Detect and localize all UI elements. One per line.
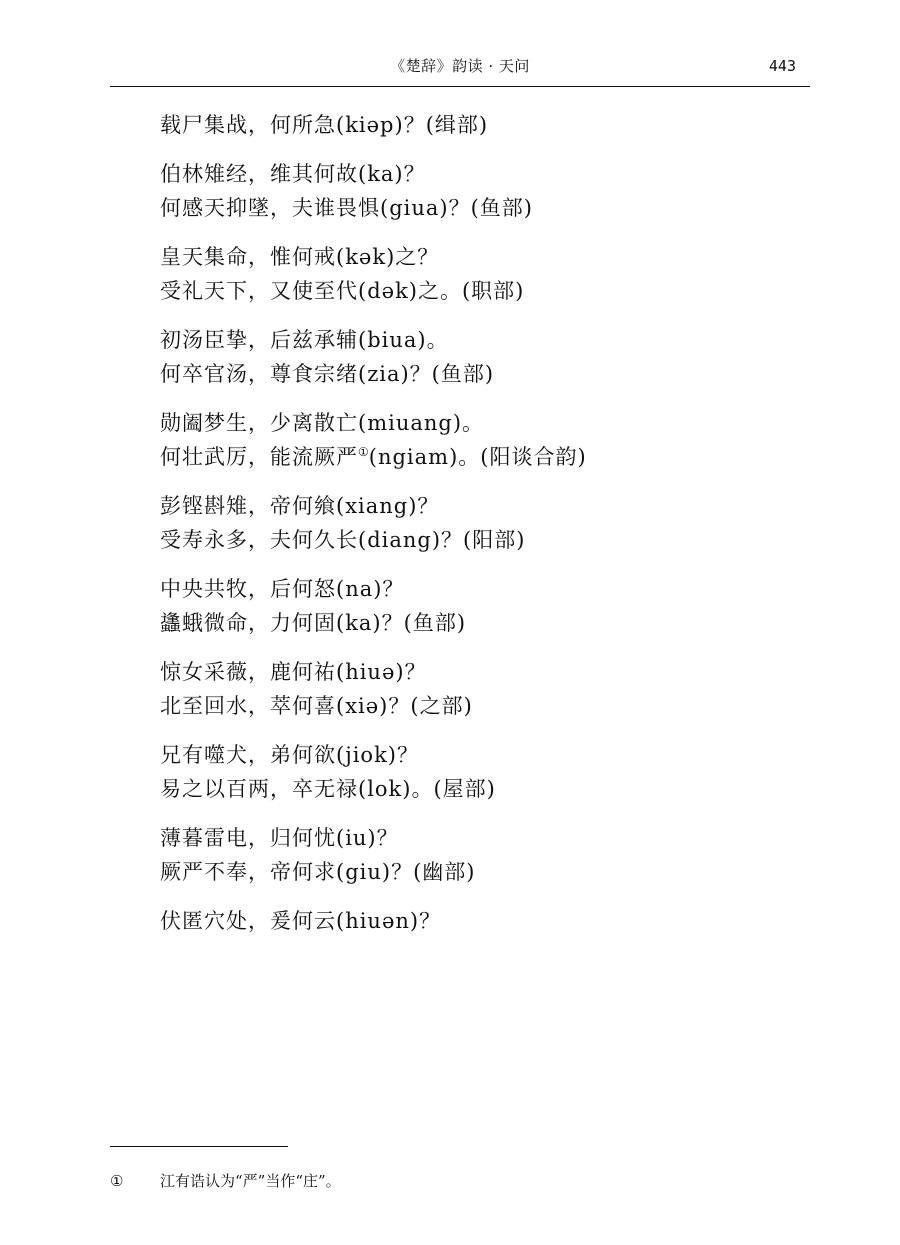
verse-line: 厥严不奉，帝何求(giu)？(幽部) <box>160 860 476 884</box>
verse-line: 蠭蛾微命，力何固(ka)？(鱼部) <box>160 611 467 635</box>
running-title: 《楚辞》韵读 · 天问 <box>390 57 530 75</box>
verse-line: 勋阖梦生，少离散亡(miuang)。 <box>160 411 485 435</box>
stanza <box>160 489 800 557</box>
verse-line: 初汤臣挚，后兹承辅(biua)。 <box>160 328 449 352</box>
verse-line: 何卒官汤，尊食宗绪(zia)？(鱼部) <box>160 362 495 386</box>
stanza <box>160 738 800 806</box>
stanza <box>160 655 800 723</box>
verse-line: 何壮武厉，能流厥严①(ngiam)。(阳谈合韵) <box>160 445 587 469</box>
stanza <box>160 821 800 889</box>
stanza <box>160 157 800 225</box>
stanza <box>160 904 800 938</box>
page-number: 443 <box>768 57 796 75</box>
verse-body <box>160 108 800 953</box>
verse-line: 何感天抑墜，夫谁畏惧(giua)？(鱼部) <box>160 196 533 220</box>
verse-line: 受礼天下，又使至代(dək)之。(职部) <box>160 279 525 303</box>
stanza <box>160 406 800 474</box>
footnote <box>110 1170 341 1192</box>
stanza <box>160 323 800 391</box>
verse-line: 伏匿穴处，爰何云(hiuən)？ <box>160 909 442 933</box>
verse-line: 受寿永多，夫何久长(diang)？(阳部) <box>160 528 526 552</box>
stanza <box>160 240 800 308</box>
footnote-rule <box>110 1146 288 1147</box>
verse-line: 兄有噬犬，弟何欲(jiok)？ <box>160 743 419 767</box>
footnote-text: 江有诰认为“严”当作“庄”。 <box>160 1172 341 1190</box>
header-rule <box>110 86 810 87</box>
footnote-number: ① <box>110 1172 124 1190</box>
verse-line: 薄暮雷电，归何忧(iu)？ <box>160 826 399 850</box>
stanza <box>160 572 800 640</box>
stanza <box>160 108 800 142</box>
verse-line: 易之以百两，卒无禄(lok)。(屋部) <box>160 777 496 801</box>
verse-line: 惊女采薇，鹿何祐(hiuə)？ <box>160 660 427 684</box>
verse-line: 伯林雉经，维其何故(ka)？ <box>160 162 426 186</box>
running-head <box>110 54 810 78</box>
verse-line: 皇天集命，惟何戒(kək)之？ <box>160 245 440 269</box>
verse-line: 北至回水，萃何喜(xiə)？(之部) <box>160 694 473 718</box>
footnote-marker: ① <box>358 445 369 459</box>
verse-line: 中央共牧，后何怒(na)？ <box>160 577 405 601</box>
verse-line: 载尸集战，何所急(kiəp)？(缉部) <box>160 113 489 137</box>
verse-line: 彭铿斟雉，帝何飨(xiang)？ <box>160 494 440 518</box>
